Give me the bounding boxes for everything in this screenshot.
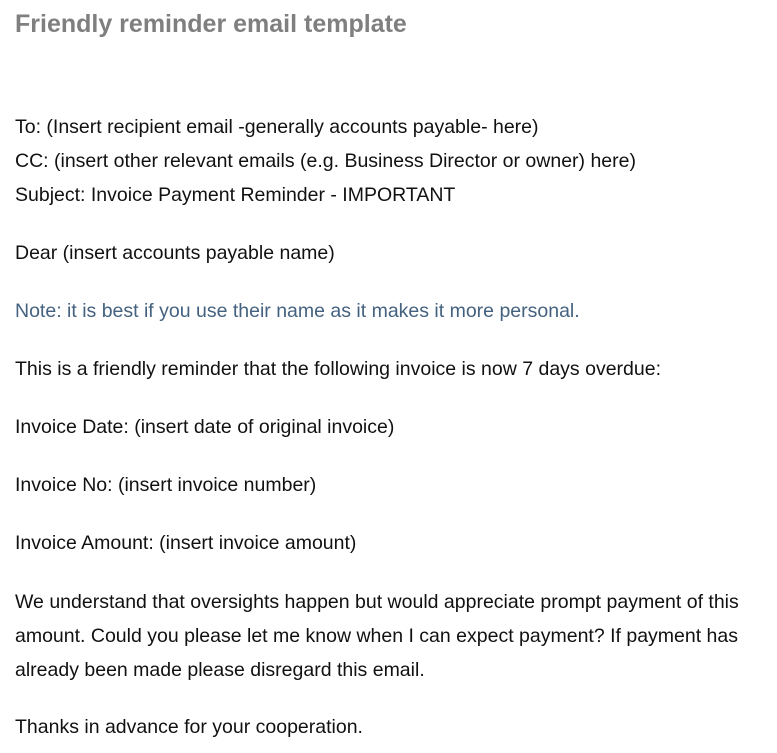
cc-line: CC: (insert other relevant emails (e.g. Business Director or owner) here) (15, 150, 636, 172)
to-line: To: (Insert recipient email -generally accounts payable- here) (15, 116, 539, 138)
invoice-date-line: Invoice Date: (insert date of original invoice) (15, 416, 395, 438)
greeting: Dear (insert accounts payable name) (15, 242, 335, 264)
invoice-amount-line: Invoice Amount: (insert invoice amount) (15, 532, 357, 554)
note-text: Note: it is best if you use their name as it makes it more personal. (15, 300, 580, 322)
closing-text: Thanks in advance for your cooperation. (15, 716, 363, 738)
page-title: Friendly reminder email template (15, 10, 407, 38)
subject-line: Subject: Invoice Payment Reminder - IMPORTANT (15, 184, 456, 206)
body-paragraph: We understand that oversights happen but would appreciate prompt payment of this amount. Could you please let me know when I can expect payment? If payment has already been made please disregard this email. (15, 591, 739, 681)
invoice-number-line: Invoice No: (insert invoice number) (15, 474, 317, 496)
intro-text: This is a friendly reminder that the following invoice is now 7 days overdue: (15, 358, 661, 380)
